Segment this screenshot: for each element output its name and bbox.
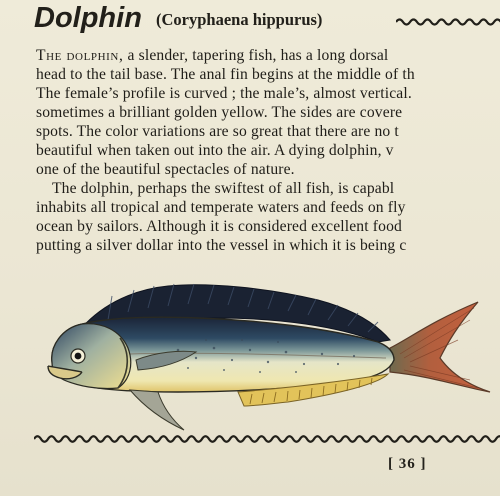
title-row bbox=[34, 0, 500, 44]
text-line: head to the tail base. The anal fin begins at the middle of th bbox=[36, 66, 415, 83]
eye-icon bbox=[71, 349, 85, 363]
title-wave-ornament bbox=[396, 16, 500, 28]
pelvic-fin bbox=[130, 390, 184, 430]
bottom-wave-ornament bbox=[34, 432, 500, 446]
page-title: Dolphin bbox=[34, 2, 142, 34]
text-line: one of the beautiful spectacles of nature. bbox=[36, 161, 295, 178]
text-line: putting a silver dollar into the vessel in which it is being c bbox=[36, 237, 407, 254]
page-number: [ 36 ] bbox=[388, 456, 427, 472]
text-line: The dolphin, perhaps the swiftest of all fish, is capabl bbox=[52, 180, 395, 197]
text-line: sometimes a brilliant golden yellow. The sides are covere bbox=[36, 104, 403, 121]
text-line bbox=[36, 46, 500, 65]
scientific-name: (Coryphaena hippurus) bbox=[156, 10, 323, 29]
body-text bbox=[36, 46, 500, 255]
dolphin-fish-illustration bbox=[38, 280, 494, 432]
lead-word: The dolphin, bbox=[36, 47, 124, 64]
text-line: ocean by sailors. Although it is considered excellent food bbox=[36, 218, 402, 235]
tail-fin bbox=[390, 302, 490, 392]
text-line: beautiful when taken out into the air. A dying dolphin, v bbox=[36, 142, 394, 159]
text-line: The female’s profile is curved ; the male’s, almost vertical. bbox=[36, 85, 412, 102]
text-line: inhabits all tropical and temperate waters and feeds on fly bbox=[36, 199, 406, 216]
text-fragment: a slender, tapering fish, has a long dorsal bbox=[123, 47, 389, 64]
text-line: spots. The color variations are so great that there are no t bbox=[36, 123, 399, 140]
